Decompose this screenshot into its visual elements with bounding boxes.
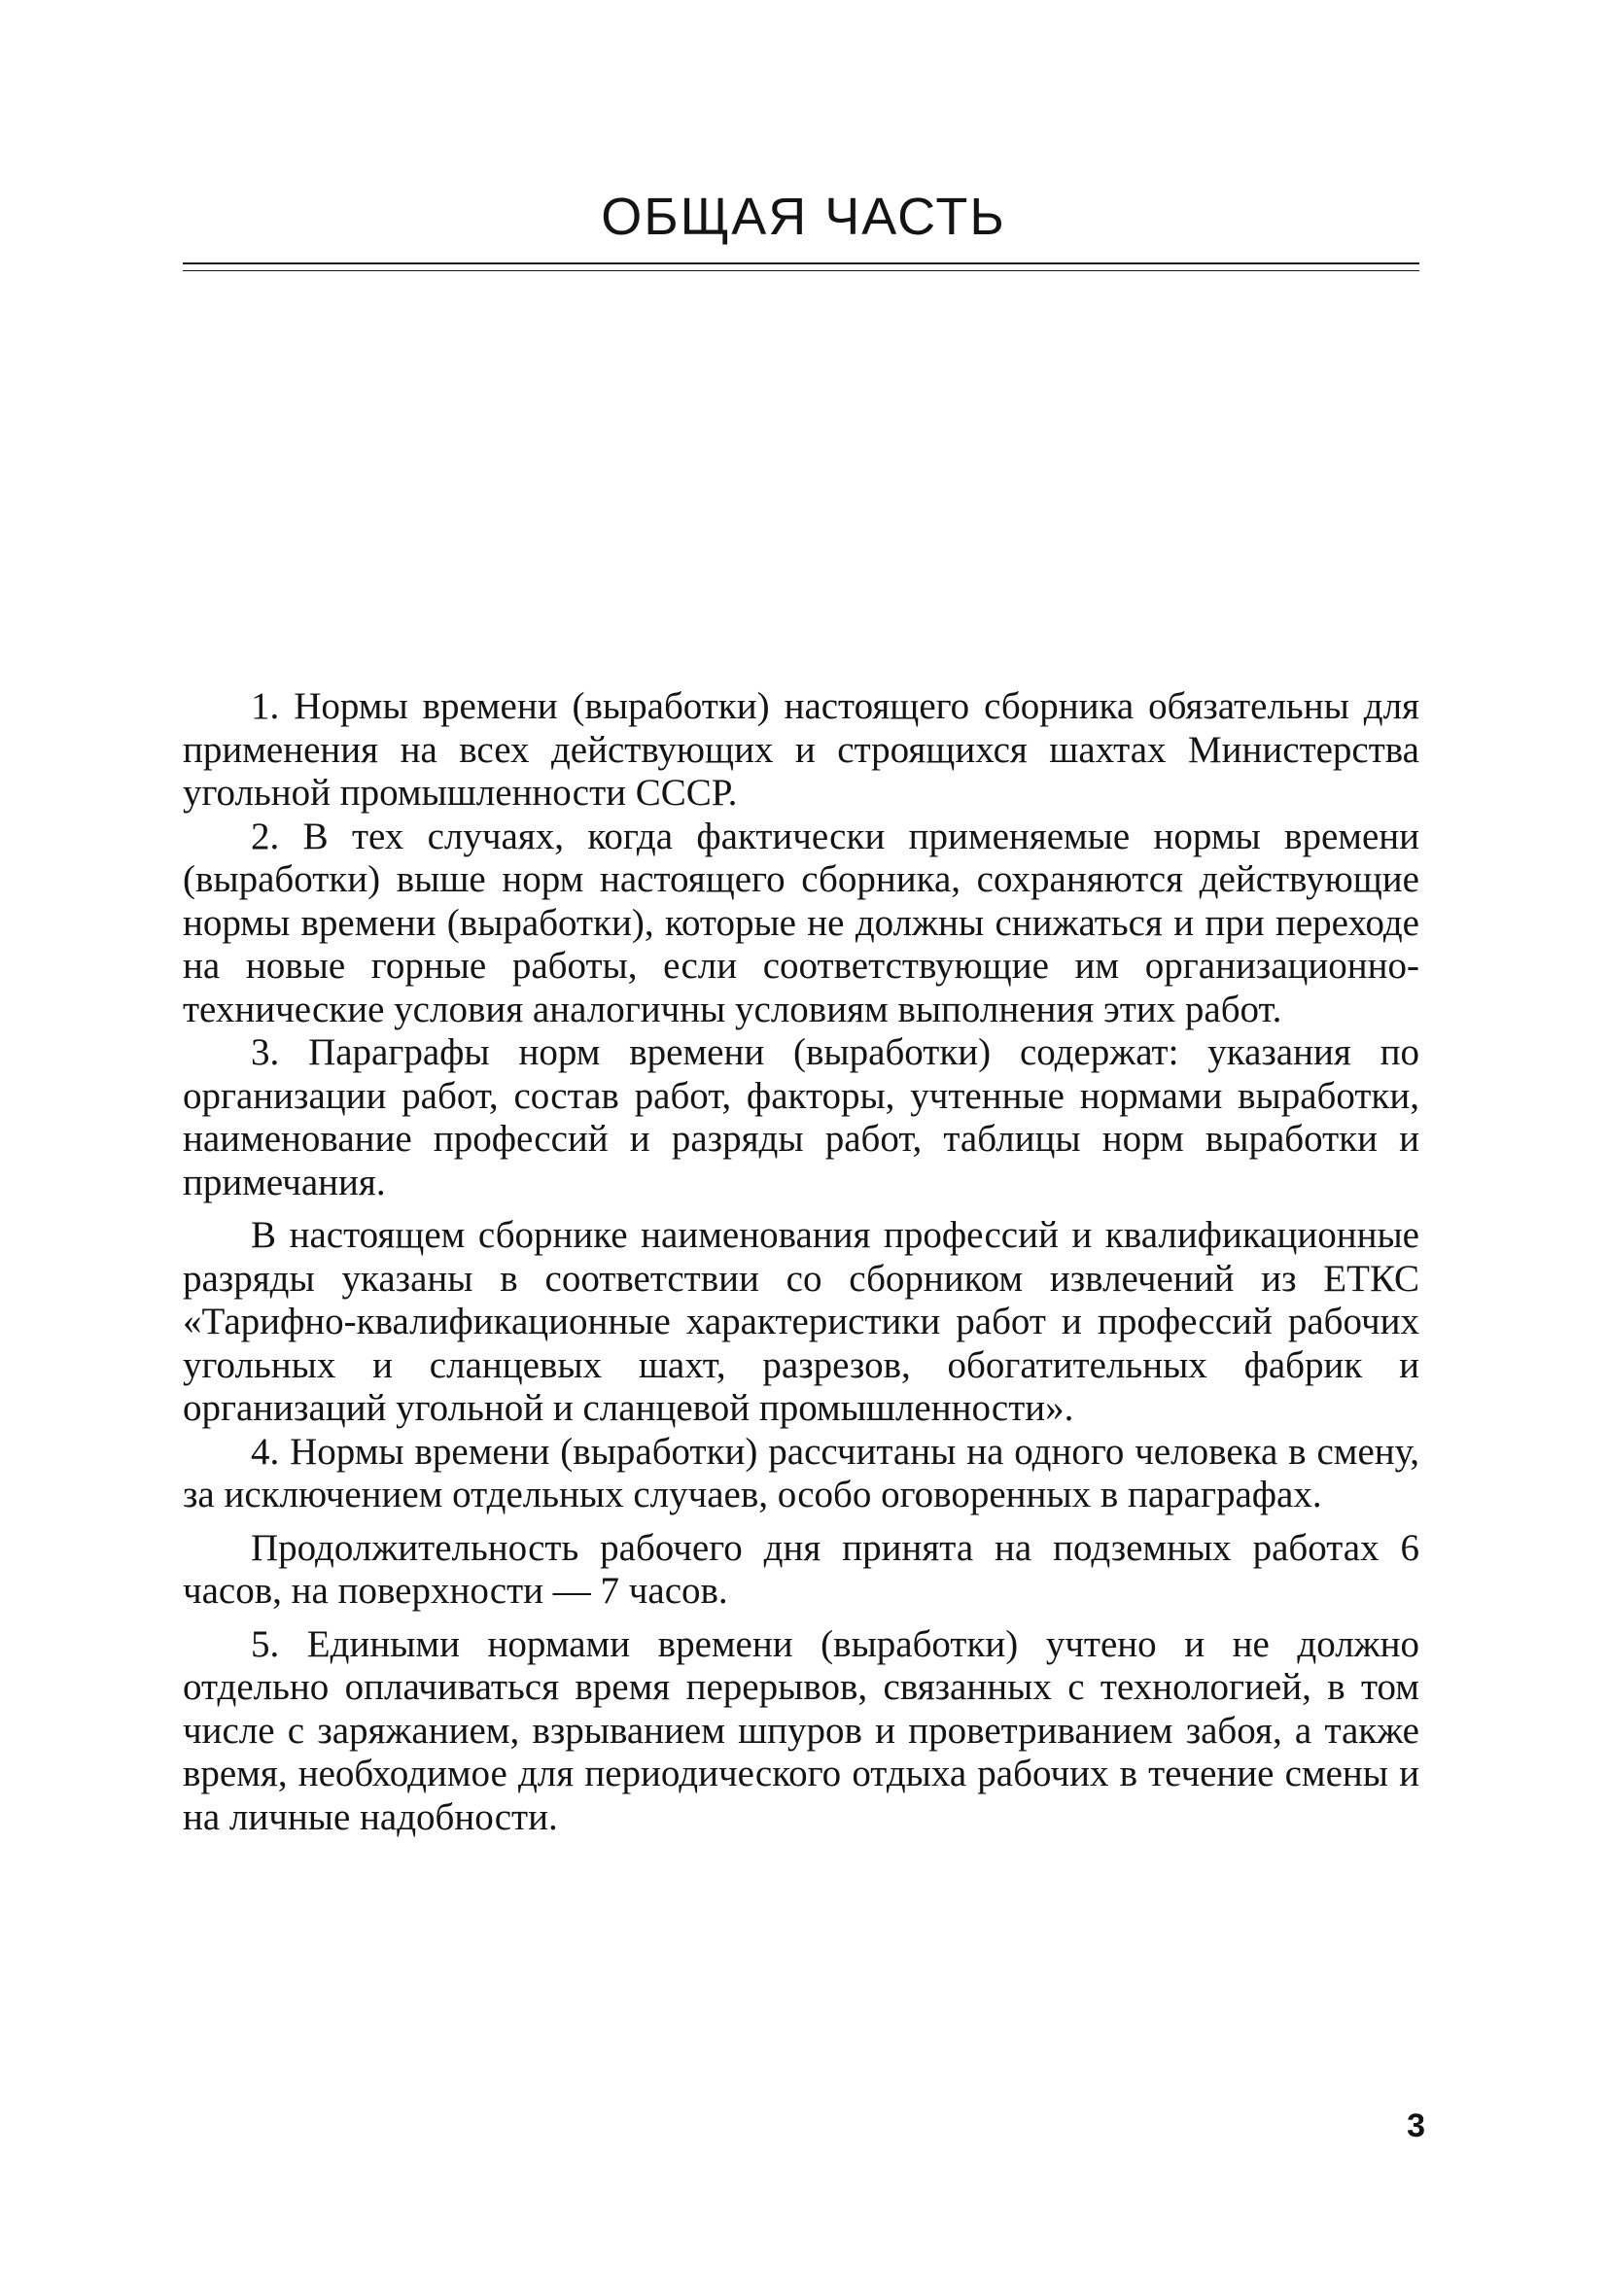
paragraph-3: 3. Параграфы норм времени (выработки) содержат: указания по организации работ, состав работ, факторы, учтенные нормами выработки, наименование профессий и разряды работ, таблицы норм выработки и примечания. [183,1031,1419,1203]
page-title: ОБЩАЯ ЧАСТЬ [601,188,1006,246]
paragraph-2: 2. В тех случаях, когда фактически применяемые нормы времени (выработки) выше норм настоящего сборника, сохраняются действующие нормы времени (выработки), которые не должны снижаться и при переходе на новые горные работы, если соответствующие им организационно-технические условия аналогичны условиям выполнения этих работ. [183,815,1419,1030]
title-divider-top [183,262,1419,264]
body-text [183,685,1419,1839]
title-divider-bottom [183,270,1419,271]
page-number: 3 [1407,2107,1425,2144]
paragraph-4-continued: Продолжительность рабочего дня принята на подземных работах 6 часов, на поверхности — 7 часов. [183,1526,1419,1612]
paragraph-5: 5. Едиными нормами времени (выработки) учтено и не должно отдельно оплачиваться время перерывов, связанных с технологией, в том числе с заряжанием, взрыванием шпуров и проветриванием забоя, а также время, необходимое для периодического отдыха рабочих в течение смены и на личные надобности. [183,1622,1419,1838]
paragraph-4: 4. Нормы времени (выработки) рассчитаны на одного человека в смену, за исключением отдельных случаев, особо оговоренных в параграфах. [183,1430,1419,1515]
paragraph-1: 1. Нормы времени (выработки) настоящего сборника обязательны для применения на всех действующих и строящихся шахтах Министерства угольной промышленности СССР. [183,685,1419,814]
paragraph-3-continued: В настоящем сборнике наименования профессий и квалификационные разряды указаны в соответствии со сборником извлечений из ЕТКС «Тарифно-квалификационные характеристики работ и профессий рабочих угольных и сланцевых шахт, разрезов, обогатительных фабрик и организаций угольной и сланцевой промышленности». [183,1214,1419,1429]
